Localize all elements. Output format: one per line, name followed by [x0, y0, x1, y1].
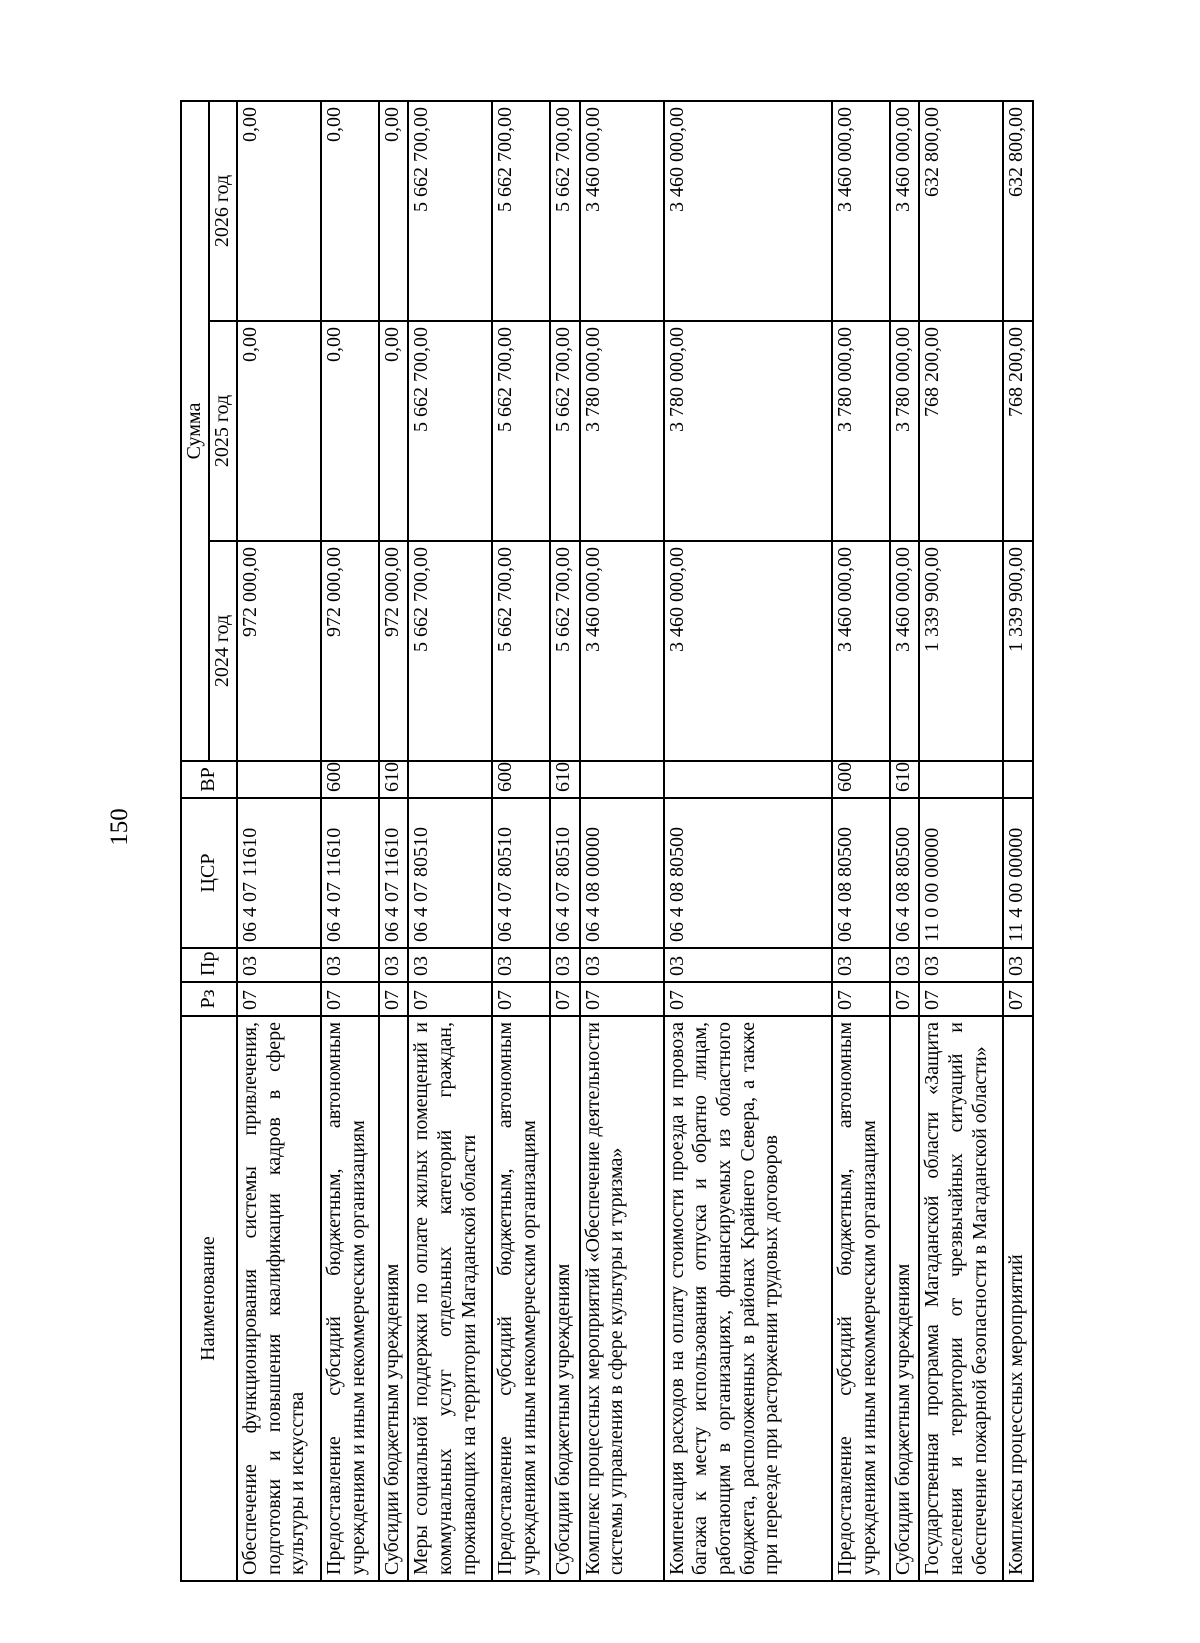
- cell-2026: 3 460 000,00: [832, 101, 890, 321]
- cell-2026: 0,00: [379, 101, 408, 321]
- cell-rz: 07: [408, 982, 492, 1016]
- cell-2025: 0,00: [321, 321, 379, 541]
- budget-table: [180, 100, 1034, 1582]
- cell-2025: 768 200,00: [1003, 321, 1033, 541]
- cell-name: Предоставление субсидий бюджетным, автономным учреждениям и иным некоммерческим организациям: [492, 1016, 550, 1581]
- cell-2025: 0,00: [379, 321, 408, 541]
- cell-pr: 03: [580, 948, 664, 982]
- table-row: [890, 101, 919, 1581]
- cell-rz: 07: [550, 982, 579, 1016]
- cell-vr: 600: [321, 761, 379, 798]
- cell-2026: 3 460 000,00: [664, 101, 832, 321]
- col-header-2024: 2024 год: [209, 541, 237, 761]
- table-row: [237, 101, 321, 1581]
- table-row: [321, 101, 379, 1581]
- cell-csr: 06 4 07 11610: [237, 798, 321, 948]
- col-header-vr: ВР: [181, 761, 237, 798]
- page-number: 150: [106, 808, 133, 846]
- cell-2024: 3 460 000,00: [832, 541, 890, 761]
- cell-rz: 07: [664, 982, 832, 1016]
- cell-rz: 07: [237, 982, 321, 1016]
- cell-rz: 07: [1003, 982, 1033, 1016]
- cell-pr: 03: [664, 948, 832, 982]
- cell-2025: 0,00: [237, 321, 321, 541]
- table-row: [580, 101, 664, 1581]
- cell-csr: 11 4 00 00000: [1003, 798, 1033, 948]
- col-header-pr: Пр: [181, 948, 237, 982]
- cell-csr: 06 4 07 11610: [321, 798, 379, 948]
- cell-pr: 03: [321, 948, 379, 982]
- cell-csr: 06 4 08 00000: [580, 798, 664, 948]
- cell-2024: 5 662 700,00: [492, 541, 550, 761]
- cell-2025: 5 662 700,00: [492, 321, 550, 541]
- cell-2026: 3 460 000,00: [580, 101, 664, 321]
- cell-pr: 03: [379, 948, 408, 982]
- cell-2025: 3 780 000,00: [580, 321, 664, 541]
- cell-csr: 06 4 08 80500: [890, 798, 919, 948]
- cell-vr: 600: [492, 761, 550, 798]
- cell-name: Предоставление субсидий бюджетным, автономным учреждениям и иным некоммерческим организациям: [832, 1016, 890, 1581]
- cell-pr: 03: [237, 948, 321, 982]
- cell-2025: 5 662 700,00: [550, 321, 579, 541]
- cell-2025: 3 780 000,00: [664, 321, 832, 541]
- cell-2024: 1 339 900,00: [919, 541, 1003, 761]
- cell-rz: 07: [832, 982, 890, 1016]
- col-header-sum: Сумма: [181, 101, 209, 761]
- cell-name: Комплекс процессных мероприятий «Обеспечение деятельности системы управления в сфере культуры и туризма»: [580, 1016, 664, 1581]
- cell-pr: 03: [550, 948, 579, 982]
- cell-csr: 06 4 08 80500: [832, 798, 890, 948]
- cell-vr: [580, 761, 664, 798]
- cell-2025: 3 780 000,00: [832, 321, 890, 541]
- table-row: [379, 101, 408, 1581]
- cell-2024: 972 000,00: [379, 541, 408, 761]
- cell-rz: 07: [379, 982, 408, 1016]
- col-header-2025: 2025 год: [209, 321, 237, 541]
- cell-csr: 06 4 08 80500: [664, 798, 832, 948]
- cell-2026: 5 662 700,00: [408, 101, 492, 321]
- cell-2026: 5 662 700,00: [492, 101, 550, 321]
- cell-pr: 03: [919, 948, 1003, 982]
- cell-rz: 07: [890, 982, 919, 1016]
- cell-2024: 1 339 900,00: [1003, 541, 1033, 761]
- cell-vr: [237, 761, 321, 798]
- cell-2024: 5 662 700,00: [408, 541, 492, 761]
- cell-pr: 03: [832, 948, 890, 982]
- cell-pr: 03: [890, 948, 919, 982]
- col-header-2026: 2026 год: [209, 101, 237, 321]
- cell-2024: 3 460 000,00: [664, 541, 832, 761]
- cell-vr: [664, 761, 832, 798]
- table-row: [664, 101, 832, 1581]
- table-row: [919, 101, 1003, 1581]
- table-row: [832, 101, 890, 1581]
- cell-name: Субсидии бюджетным учреждениям: [550, 1016, 579, 1581]
- header-row: [181, 101, 209, 1581]
- table-body: [237, 101, 1033, 1581]
- table-row: [408, 101, 492, 1581]
- cell-csr: 06 4 07 11610: [379, 798, 408, 948]
- table-row: [492, 101, 550, 1581]
- cell-2026: 0,00: [237, 101, 321, 321]
- cell-vr: [1003, 761, 1033, 798]
- cell-csr: 06 4 07 80510: [408, 798, 492, 948]
- cell-rz: 07: [321, 982, 379, 1016]
- cell-csr: 11 0 00 00000: [919, 798, 1003, 948]
- cell-2026: 5 662 700,00: [550, 101, 579, 321]
- cell-name: Субсидии бюджетным учреждениям: [890, 1016, 919, 1581]
- cell-2024: 3 460 000,00: [580, 541, 664, 761]
- cell-name: Меры социальной поддержки по оплате жилых помещений и коммунальных услуг отдельных категорий граждан, проживающих на территории Магаданской области: [408, 1016, 492, 1581]
- cell-2024: 5 662 700,00: [550, 541, 579, 761]
- table-row: [550, 101, 579, 1581]
- cell-2025: 3 780 000,00: [890, 321, 919, 541]
- cell-2024: 972 000,00: [321, 541, 379, 761]
- cell-2024: 972 000,00: [237, 541, 321, 761]
- cell-vr: [919, 761, 1003, 798]
- cell-vr: [408, 761, 492, 798]
- cell-name: Субсидии бюджетным учреждениям: [379, 1016, 408, 1581]
- cell-2026: 632 800,00: [1003, 101, 1033, 321]
- cell-rz: 07: [492, 982, 550, 1016]
- rotated-page-content: [180, 102, 1034, 1582]
- cell-2026: 632 800,00: [919, 101, 1003, 321]
- cell-pr: 03: [1003, 948, 1033, 982]
- cell-pr: 03: [492, 948, 550, 982]
- cell-2025: 5 662 700,00: [408, 321, 492, 541]
- cell-name: Компенсация расходов на оплату стоимости проезда и провоза багажа к месту использования отпуска и обратно лицам, работающим в организациях, финансируемых из областного бюджета, расположенных в районах Крайнего Севера, а также при переезде при расторжении трудовых договоров: [664, 1016, 832, 1581]
- cell-2024: 3 460 000,00: [890, 541, 919, 761]
- cell-pr: 03: [408, 948, 492, 982]
- cell-csr: 06 4 07 80510: [550, 798, 579, 948]
- cell-name: Предоставление субсидий бюджетным, автономным учреждениям и иным некоммерческим организациям: [321, 1016, 379, 1581]
- cell-2026: 0,00: [321, 101, 379, 321]
- col-header-csr: ЦСР: [181, 798, 237, 948]
- cell-name: Обеспечение функционирования системы привлечения, подготовки и повышения квалификации кадров в сфере культуры и искусства: [237, 1016, 321, 1581]
- cell-rz: 07: [919, 982, 1003, 1016]
- cell-vr: 610: [890, 761, 919, 798]
- col-header-rz: Рз: [181, 982, 237, 1016]
- cell-vr: 610: [550, 761, 579, 798]
- cell-csr: 06 4 07 80510: [492, 798, 550, 948]
- cell-2025: 768 200,00: [919, 321, 1003, 541]
- cell-2026: 3 460 000,00: [890, 101, 919, 321]
- cell-rz: 07: [580, 982, 664, 1016]
- cell-vr: 610: [379, 761, 408, 798]
- cell-vr: 600: [832, 761, 890, 798]
- cell-name: Государственная программа Магаданской области «Защита населения и территории от чрезвычайных ситуаций и обеспечение пожарной безопасности в Магаданской области»: [919, 1016, 1003, 1581]
- cell-name: Комплексы процессных мероприятий: [1003, 1016, 1033, 1581]
- col-header-name: Наименование: [181, 1016, 237, 1581]
- table-row: [1003, 101, 1033, 1581]
